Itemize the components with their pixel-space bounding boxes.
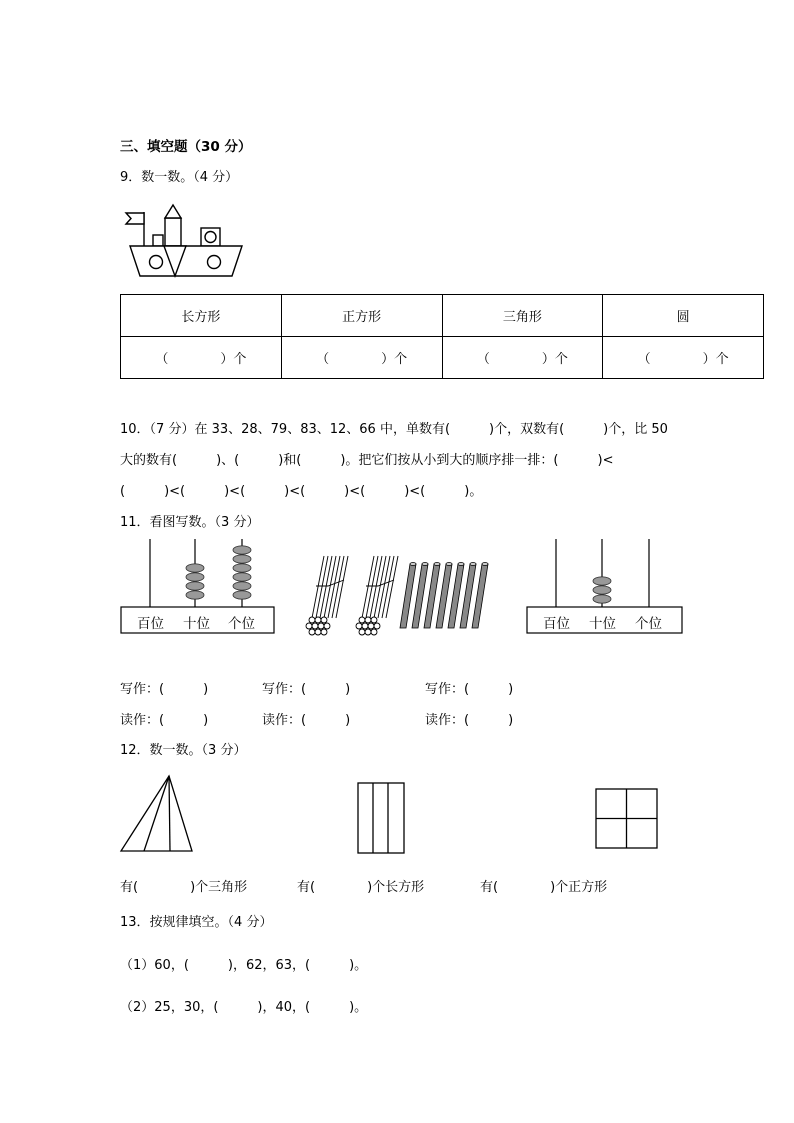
stick-bundles-figure — [300, 548, 510, 638]
table-answer-row — [121, 337, 764, 379]
triangles-figure — [118, 773, 198, 855]
table-header-cell: 三角形 — [442, 295, 603, 337]
place-label-tens: 十位 — [183, 616, 210, 632]
stick-bundle — [306, 556, 348, 635]
question-10-line-2: 大的数有( )、( )和( )。把它们按从小到大的顺序排一排：( )< — [120, 453, 614, 468]
table-header-cell: 正方形 — [281, 295, 442, 337]
table-header-row — [121, 295, 764, 337]
answer-blank[interactable]: （ ）个 — [121, 337, 282, 379]
write-answer-1[interactable]: 写作：( ) — [120, 682, 209, 697]
triangle-count-answer[interactable]: 有( )个三角形 — [120, 880, 248, 895]
question-10-line-3: ( )<( )<( )<( )<( )<( )。 — [120, 484, 483, 499]
question-13-line-1: （1）60，( )，62，63，( )。 — [120, 958, 368, 973]
square-count-answer[interactable]: 有( )个正方形 — [480, 880, 608, 895]
question-10-line-1: 10．（7 分）在 33、28、79、83、12、66 中，单数有( )个，双数有( )个，比 50 — [120, 422, 668, 437]
place-label-tens: 十位 — [589, 616, 616, 632]
section-title: 三、填空题（30 分） — [120, 139, 252, 155]
rectangle-count-answer[interactable]: 有( )个长方形 — [297, 880, 425, 895]
read-answer-1[interactable]: 读作：( ) — [120, 713, 209, 728]
read-answer-3[interactable]: 读作：( ) — [425, 713, 514, 728]
place-label-ones: 个位 — [228, 616, 255, 632]
place-label-hundreds: 百位 — [543, 616, 570, 632]
answer-blank[interactable]: （ ）个 — [603, 337, 764, 379]
boat-figure — [124, 202, 244, 282]
question-13-line-2: （2）25，30，( )，40，( )。 — [120, 1000, 368, 1015]
question-9-label: 9．数一数。（4 分） — [120, 170, 239, 185]
question-11-label: 11．看图写数。（3 分） — [120, 515, 260, 530]
squares-figure — [594, 787, 660, 851]
read-answer-2[interactable]: 读作：( ) — [262, 713, 351, 728]
rectangles-figure — [356, 781, 408, 855]
place-label-ones: 个位 — [635, 616, 662, 632]
answer-blank[interactable]: （ ）个 — [442, 337, 603, 379]
table-header-cell: 长方形 — [121, 295, 282, 337]
question-12-label: 12．数一数。（3 分） — [120, 743, 247, 758]
shape-count-table — [120, 294, 764, 379]
write-answer-2[interactable]: 写作：( ) — [262, 682, 351, 697]
stick-bundle — [356, 556, 398, 635]
table-header-cell: 圆 — [603, 295, 764, 337]
place-label-hundreds: 百位 — [137, 616, 164, 632]
write-answer-3[interactable]: 写作：( ) — [425, 682, 514, 697]
answer-blank[interactable]: （ ）个 — [281, 337, 442, 379]
question-13-label: 13．按规律填空。（4 分） — [120, 915, 273, 930]
